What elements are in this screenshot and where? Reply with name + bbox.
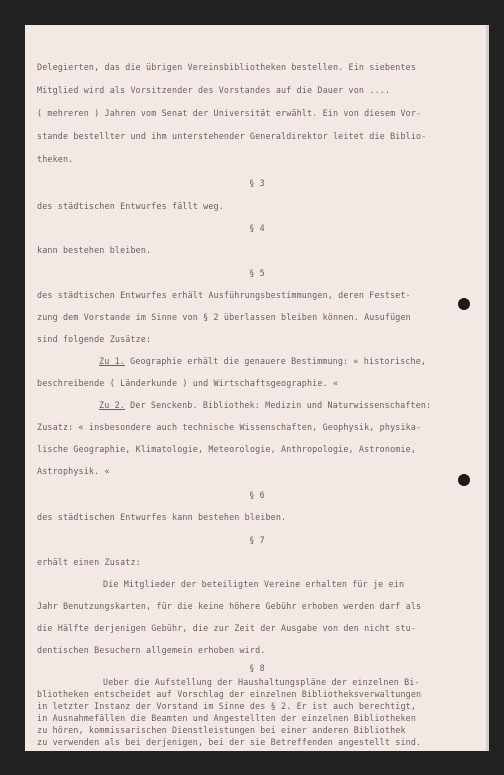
text-line: zu verwenden als bei derjenigen, bei der sie Betreffenden angestellt sind.: [37, 737, 422, 747]
zu2-line: [99, 400, 504, 410]
section-3-text: des städtischen Entwurfes fällt weg.: [37, 201, 224, 211]
section-heading-5: § 5: [249, 268, 265, 278]
zu1-line: [99, 356, 504, 366]
punch-hole: [458, 298, 470, 310]
document-page: [25, 25, 489, 751]
punch-hole: [458, 474, 470, 486]
zu1-label: Zu 1.: [99, 356, 125, 366]
text-line: stande bestellter und ihm unterstehender Generaldirektor leitet die Biblio-: [37, 131, 427, 141]
section-6-text: des städtischen Entwurfes kann bestehen bleiben.: [37, 512, 287, 522]
text-line: ( mehreren ) Jahren vom Senat der Universität erwählt. Ein von diesem Vor-: [37, 108, 422, 118]
section-4-text: kann bestehen bleiben.: [37, 245, 152, 255]
section-heading-3: § 3: [249, 178, 265, 188]
section-heading-8: § 8: [249, 663, 265, 673]
text-line: Zusatz: « insbesondere auch technische Wissenschaften, Geophysik, physika-: [37, 422, 422, 432]
zu1-text: Geographie erhält die genauere Bestimmung: « historische,: [124, 356, 427, 366]
text-line: Jahr Benutzungskarten, für die keine höhere Gebühr erhoben werden darf als: [37, 601, 422, 611]
text-line: Die Mitglieder der beteiligten Vereine erhalten für je ein: [103, 579, 405, 589]
text-line: bliotheken entscheidet auf Vorschlag der einzelnen Bibliotheksverwaltungen: [37, 689, 422, 699]
text-line: sind folgende Zusätze:: [37, 334, 152, 344]
section-heading-7: § 7: [249, 535, 265, 545]
text-line: lische Geographie, Klimatologie, Meteorologie, Anthropologie, Astronomie,: [37, 444, 417, 454]
section-heading-6: § 6: [249, 490, 265, 500]
text-line: Delegierten, das die übrigen Vereinsbibliotheken bestellen. Ein siebentes: [37, 62, 417, 72]
text-line: in letzter Instanz der Vorstand im Sinne des § 2. Er ist auch berechtigt,: [37, 701, 417, 711]
text-line: in Ausnahmefällen die Beamten und Angestellten der einzelnen Bibliotheken: [37, 713, 417, 723]
text-line: Mitglied wird als Vorsitzender des Vorstandes auf die Dauer von ....: [37, 85, 391, 95]
text-line: des städtischen Entwurfes erhält Ausführungsbestimmungen, deren Festset-: [37, 290, 411, 300]
zu2-label: Zu 2.: [99, 400, 125, 410]
text-line: Ueber die Aufstellung der Haushaltungspläne der einzelnen Bi-: [103, 677, 420, 687]
text-line: zung dem Vorstande im Sinne von § 2 überlassen bleiben können. Ausufügen: [37, 312, 411, 322]
text-line: dentischen Besuchern allgemein erhoben wird.: [37, 645, 266, 655]
zu2-text: Der Senckenb. Bibliothek: Medizin und Naturwissenschaften:: [124, 400, 432, 410]
section-heading-4: § 4: [249, 223, 265, 233]
text-line: beschreibende ( Länderkunde ) und Wirtschaftsgeographie. «: [37, 378, 339, 388]
text-line: zu hören, kommissarischen Dienstleistungen bei einer anderen Bibliothek: [37, 725, 406, 735]
section-7-intro: erhält einen Zusatz:: [37, 557, 141, 567]
text-line: Astrophysik. «: [37, 466, 110, 476]
text-line: die Hälfte derjenigen Gebühr, die zur Zeit der Ausgabe von den nicht stu-: [37, 623, 417, 633]
text-line: theken.: [37, 154, 74, 164]
